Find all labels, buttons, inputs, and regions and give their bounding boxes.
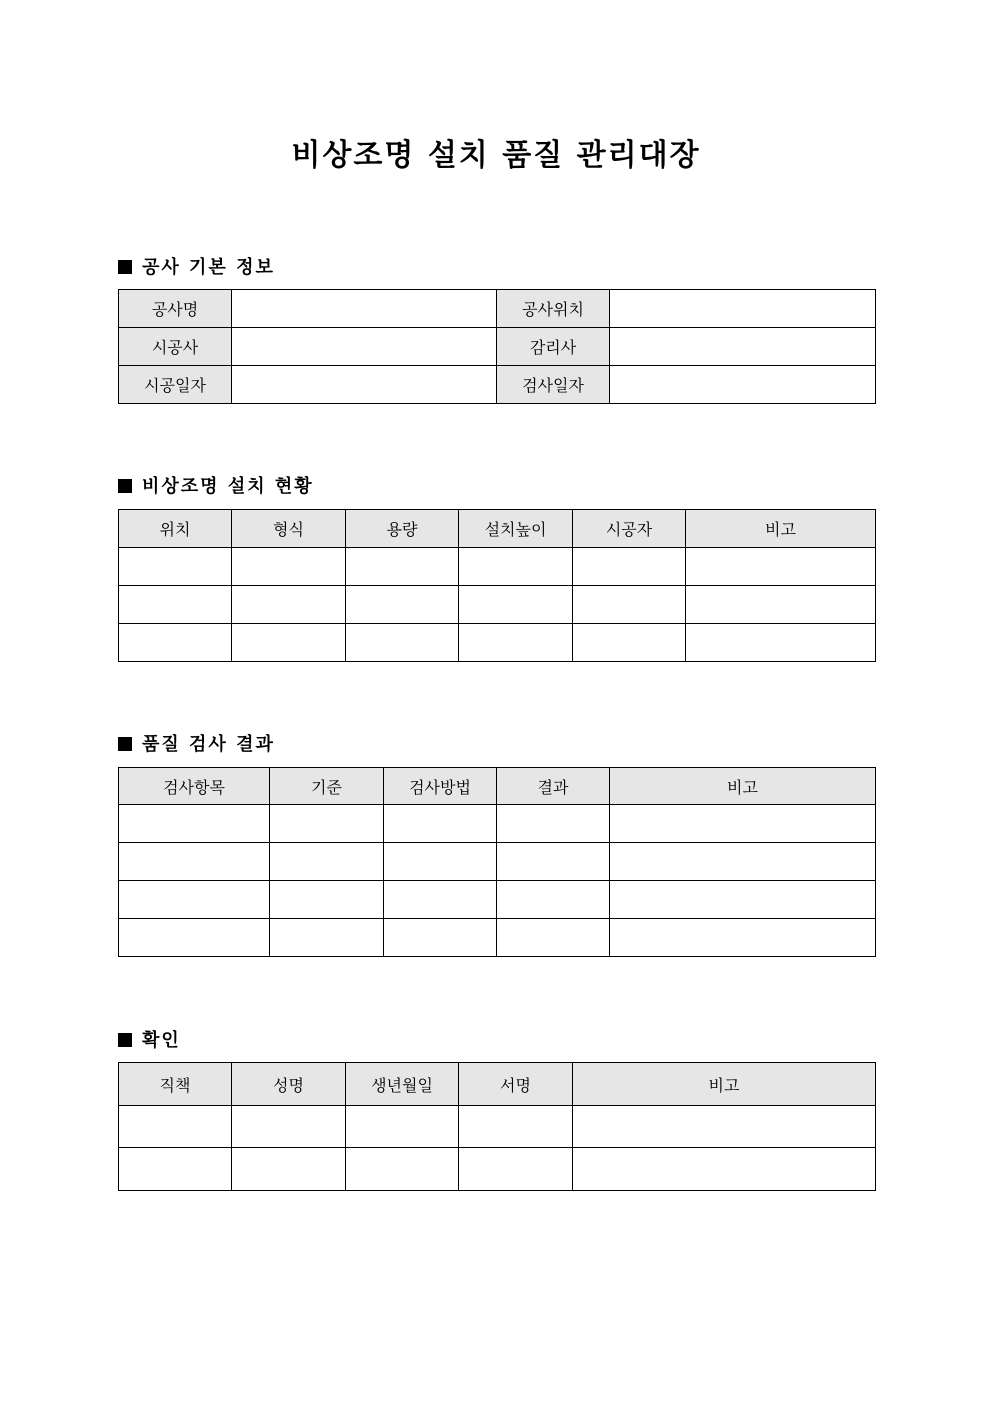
table-row [119,805,876,843]
label-project-location: 공사위치 [497,290,610,328]
table-cell[interactable] [119,805,270,843]
square-bullet-icon [118,260,132,274]
contractor-field[interactable] [232,328,497,366]
table-row [119,586,876,624]
table-header-row [119,768,876,805]
table-cell[interactable] [573,1106,876,1148]
table-cell[interactable] [610,805,876,843]
construction-date-field[interactable] [232,366,497,404]
section-heading-text: 비상조명 설치 현황 [142,476,314,497]
table-cell[interactable] [346,1106,459,1148]
section-heading-install-status [118,472,314,498]
table-cell[interactable] [459,624,573,662]
column-header: 서명 [459,1063,573,1106]
column-header: 기준 [270,768,384,805]
column-header: 직책 [119,1063,232,1106]
table-cell[interactable] [686,586,876,624]
table-cell[interactable] [270,843,384,881]
table-cell[interactable] [346,586,459,624]
table-cell[interactable] [497,843,610,881]
section-heading-confirmation [118,1026,181,1052]
section-heading-text: 품질 검사 결과 [142,734,275,755]
column-header: 검사항목 [119,768,270,805]
table-cell[interactable] [459,586,573,624]
table-cell[interactable] [270,919,384,957]
table-cell[interactable] [573,548,686,586]
table-cell[interactable] [232,624,346,662]
supervisor-field[interactable] [610,328,876,366]
project-location-field[interactable] [610,290,876,328]
table-cell[interactable] [459,1106,573,1148]
column-header: 비고 [610,768,876,805]
table-cell[interactable] [384,843,497,881]
table-row [119,366,876,404]
table-row [119,548,876,586]
section-heading-text: 확인 [142,1030,181,1051]
table-cell[interactable] [119,1106,232,1148]
column-header: 결과 [497,768,610,805]
square-bullet-icon [118,737,132,751]
section-heading-text: 공사 기본 정보 [142,257,275,278]
table-cell[interactable] [497,881,610,919]
table-cell[interactable] [119,1148,232,1191]
table-cell[interactable] [686,548,876,586]
table-cell[interactable] [384,805,497,843]
label-supervisor: 감리사 [497,328,610,366]
square-bullet-icon [118,1033,132,1047]
table-row [119,1148,876,1191]
table-cell[interactable] [119,624,232,662]
table-cell[interactable] [573,624,686,662]
label-contractor: 시공사 [119,328,232,366]
table-cell[interactable] [119,548,232,586]
column-header: 용량 [346,510,459,548]
column-header: 설치높이 [459,510,573,548]
table-cell[interactable] [384,919,497,957]
column-header: 검사방법 [384,768,497,805]
label-project-name: 공사명 [119,290,232,328]
table-cell[interactable] [232,1106,346,1148]
table-cell[interactable] [119,586,232,624]
table-cell[interactable] [346,548,459,586]
table-header-row [119,510,876,548]
table-row [119,919,876,957]
confirmation-table [118,1062,876,1191]
section-heading-quality-inspection [118,730,275,756]
table-cell[interactable] [232,548,346,586]
square-bullet-icon [118,479,132,493]
section-heading-basic-info [118,253,275,279]
table-cell[interactable] [610,843,876,881]
column-header: 생년월일 [346,1063,459,1106]
table-cell[interactable] [270,881,384,919]
table-cell[interactable] [497,919,610,957]
table-cell[interactable] [119,843,270,881]
project-name-field[interactable] [232,290,497,328]
install-status-table [118,509,876,662]
table-header-row [119,1063,876,1106]
table-cell[interactable] [459,1148,573,1191]
quality-inspection-table [118,767,876,957]
column-header: 비고 [573,1063,876,1106]
table-cell[interactable] [610,919,876,957]
column-header: 형식 [232,510,346,548]
table-cell[interactable] [573,586,686,624]
table-row [119,1106,876,1148]
table-cell[interactable] [459,548,573,586]
column-header: 위치 [119,510,232,548]
column-header: 성명 [232,1063,346,1106]
table-row [119,843,876,881]
basic-info-table [118,289,876,404]
inspection-date-field[interactable] [610,366,876,404]
table-cell[interactable] [497,805,610,843]
table-cell[interactable] [346,1148,459,1191]
table-cell[interactable] [232,1148,346,1191]
table-cell[interactable] [384,881,497,919]
column-header: 시공자 [573,510,686,548]
table-row [119,881,876,919]
label-construction-date: 시공일자 [119,366,232,404]
table-cell[interactable] [573,1148,876,1191]
table-cell[interactable] [270,805,384,843]
table-cell[interactable] [610,881,876,919]
table-row [119,328,876,366]
label-inspection-date: 검사일자 [497,366,610,404]
table-row [119,624,876,662]
table-cell[interactable] [346,624,459,662]
table-cell[interactable] [119,919,270,957]
table-cell[interactable] [232,586,346,624]
column-header: 비고 [686,510,876,548]
table-row [119,290,876,328]
table-cell[interactable] [119,881,270,919]
page-title: 비상조명 설치 품질 관리대장 [291,138,701,173]
table-cell[interactable] [686,624,876,662]
